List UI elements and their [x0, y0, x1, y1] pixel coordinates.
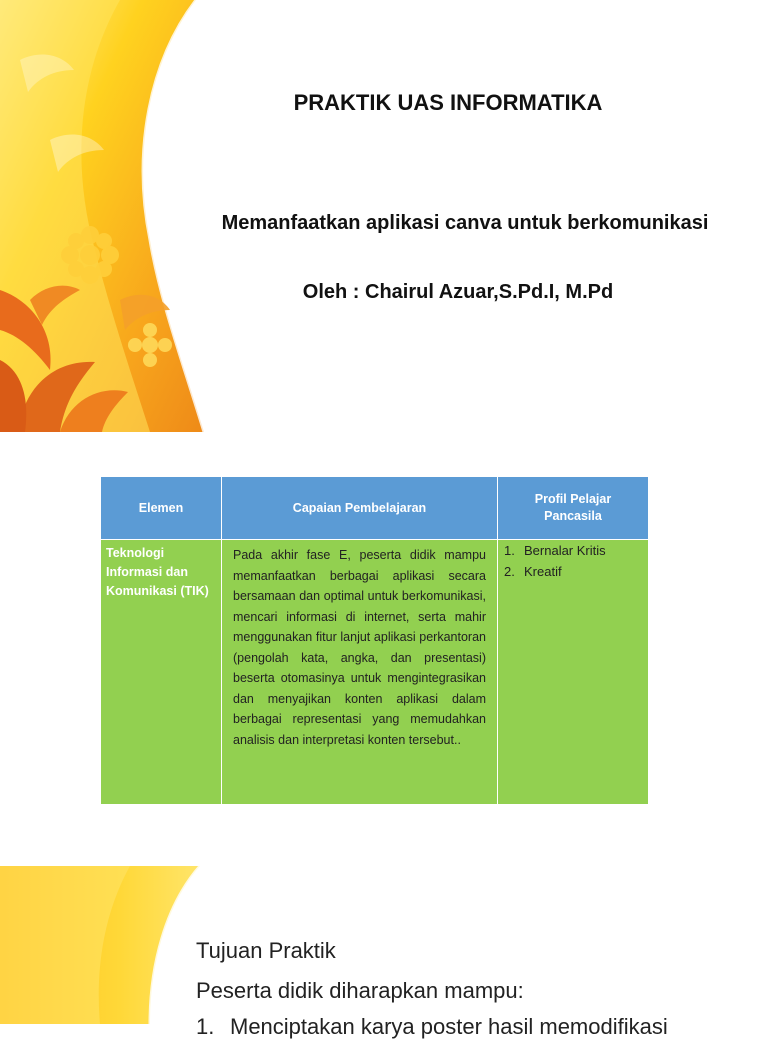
header-profil [498, 477, 649, 540]
tujuan-intro: Peserta didik diharapkan mampu: [196, 978, 524, 1003]
cell-capaian [222, 540, 498, 805]
header-elemen: Elemen [101, 477, 222, 540]
tujuan-title: Tujuan Praktik [196, 938, 336, 963]
slide-title: PRAKTIK UAS INFORMATIKA [293, 90, 603, 115]
table-row [101, 540, 649, 805]
table-header-row [101, 477, 649, 540]
author-line: Oleh : Chairul Azuar,S.Pd.I, M.Pd [302, 281, 614, 303]
header-profil-label: Profil Pelajar Pancasila [534, 492, 612, 523]
list-number: 1. [196, 1014, 215, 1039]
title-slide [0, 0, 768, 432]
list-item [504, 540, 642, 561]
floral-swirl-decoration [0, 0, 210, 432]
capaian-text: Pada akhir fase E, peserta didik mampu memanfaatkan berbagai aplikasi secara bersamaan dan optimal untuk berkomunikasi, mencari informasi di internet, serta mahir menggunakan fitur lanjut aplikasi perkantoran (pengolah kata, angka, dan presentasi) beserta otomasinya untuk mengintegrasikan dan menyajikan konten aplikasi dalam berbagai representasi yang memudahkan analisis dan interpretasi konten tersebut.. [233, 548, 486, 747]
list-number: 2. [504, 564, 515, 579]
list-label: Bernalar Kritis [524, 543, 606, 558]
capaian-table [100, 476, 649, 805]
list-label: Kreatif [524, 564, 562, 579]
yellow-swirl-decoration [0, 866, 210, 1024]
list-number: 1. [504, 543, 515, 558]
list-label: Menciptakan karya poster hasil memodifikasi [230, 1014, 668, 1039]
cell-profil [498, 540, 649, 805]
header-capaian: Capaian Pembelajaran [222, 477, 498, 540]
tujuan-slide [0, 866, 768, 1039]
cell-elemen [101, 540, 222, 805]
elemen-text: Teknologi Informasi dan Komunikasi (TIK) [106, 546, 209, 598]
list-item [504, 561, 642, 582]
list-item [196, 1014, 756, 1040]
slide-subtitle: Memanfaatkan aplikasi canva untuk berkomunikasi [221, 212, 709, 234]
profil-list [504, 540, 642, 582]
